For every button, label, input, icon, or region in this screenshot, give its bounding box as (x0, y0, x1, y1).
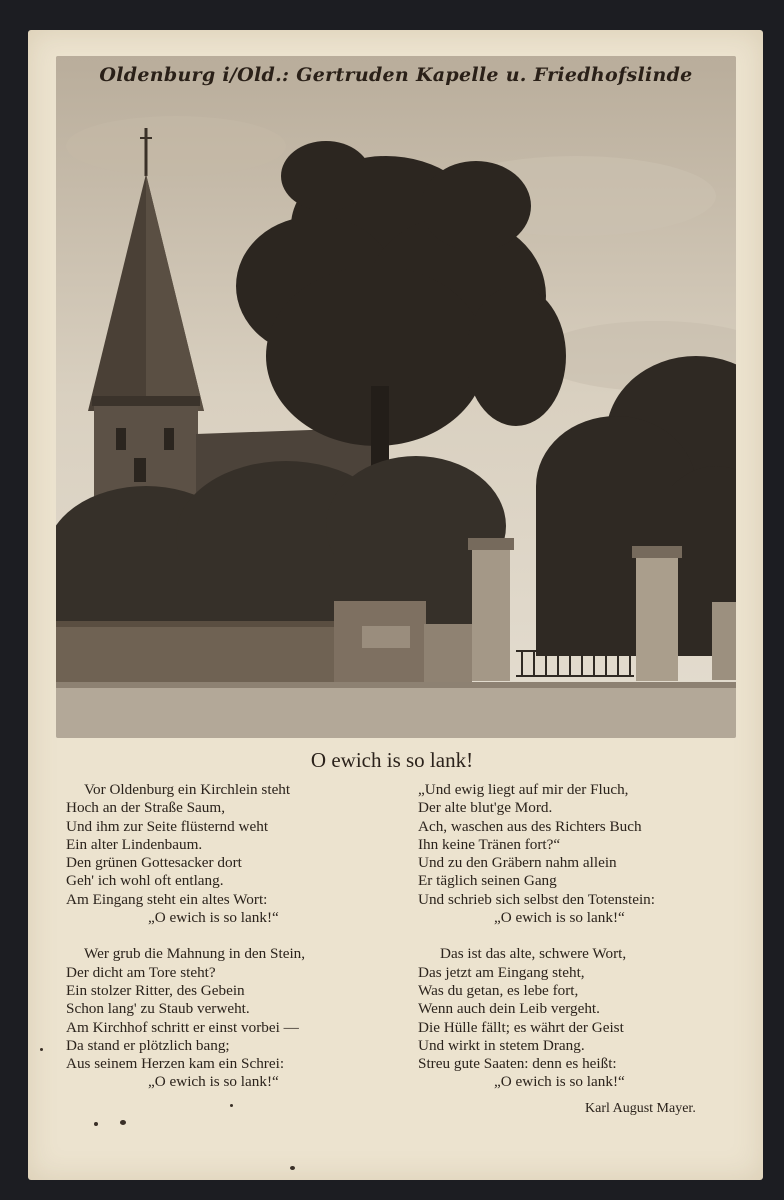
poem-line: Ach, waschen aus des Richters Buch (418, 817, 642, 835)
poem-line: Das jetzt am Eingang steht, (418, 963, 585, 981)
poem-line: Er täglich seinen Gang (418, 872, 557, 890)
poem-line: Und wirkt in stetem Drang. (418, 1036, 585, 1054)
poem-line: Und schrieb sich selbst den Totenstein: (418, 890, 655, 908)
print-speck (120, 1120, 126, 1125)
poem-refrain: „O ewich is so lank!“ (494, 909, 625, 927)
poem-line: Der dicht am Tore steht? (66, 963, 216, 981)
print-speck (230, 1104, 233, 1107)
poem-line: Das ist das alte, schwere Wort, (440, 945, 627, 963)
poem-line: Schon lang' zu Staub verweht. (66, 1000, 250, 1018)
poem-line: Streu gute Saaten: denn es heißt: (418, 1055, 617, 1073)
poem-author: Karl August Mayer. (585, 1101, 696, 1116)
poem-line: Den grünen Gottesacker dort (66, 854, 242, 872)
postcard-caption: Oldenburg i/Old.: Gertruden Kapelle u. Friedhofslinde (99, 64, 693, 86)
poem-line: Hoch an der Straße Saum, (66, 799, 226, 817)
poem-line: Ein stolzer Ritter, des Gebein (66, 981, 245, 999)
poem-refrain: „O ewich is so lank!“ (494, 1073, 625, 1091)
print-speck (94, 1122, 98, 1126)
poem-line: Wer grub die Mahnung in den Stein, (84, 945, 306, 963)
poem-line: Am Eingang steht ein altes Wort: (66, 890, 268, 908)
poem-line: „Und ewig liegt auf mir der Fluch, (418, 781, 629, 798)
road (56, 686, 736, 738)
poem-line: Ein alter Lindenbaum. (66, 835, 203, 853)
poem-refrain: „O ewich is so lank!“ (148, 909, 279, 927)
poem-refrain: „O ewich is so lank!“ (148, 1073, 279, 1091)
poem-line: Aus seinem Herzen kam ein Schrei: (66, 1055, 285, 1073)
poem-line: Ihn keine Tränen fort?“ (418, 835, 561, 853)
poem-line: Und zu den Gräbern nahm allein (418, 854, 617, 872)
poem-left-column (66, 781, 406, 1092)
poem-line: Vor Oldenburg ein Kirchlein steht (84, 781, 291, 798)
poem-line: Geh' ich wohl oft entlang. (66, 872, 224, 890)
poem-line: Am Kirchhof schritt er einst vorbei — (66, 1018, 299, 1036)
poem-title: O ewich is so lank! (310, 748, 474, 772)
poem-right-column (418, 781, 758, 1092)
poem-line: Der alte blut'ge Mord. (418, 799, 553, 817)
church-photo (56, 56, 736, 738)
church-photo-drawing (56, 56, 736, 738)
poem-line: Wenn auch dein Leib vergeht. (418, 1000, 600, 1018)
print-speck (290, 1166, 295, 1170)
poem-line: Und ihm zur Seite flüsternd weht (66, 817, 269, 835)
poem-line: Da stand er plötzlich bang; (66, 1036, 230, 1054)
poem-line: Die Hülle fällt; es währt der Geist (418, 1018, 624, 1036)
print-speck (40, 1048, 43, 1051)
poem-line: Was du getan, es lebe fort, (418, 981, 579, 999)
